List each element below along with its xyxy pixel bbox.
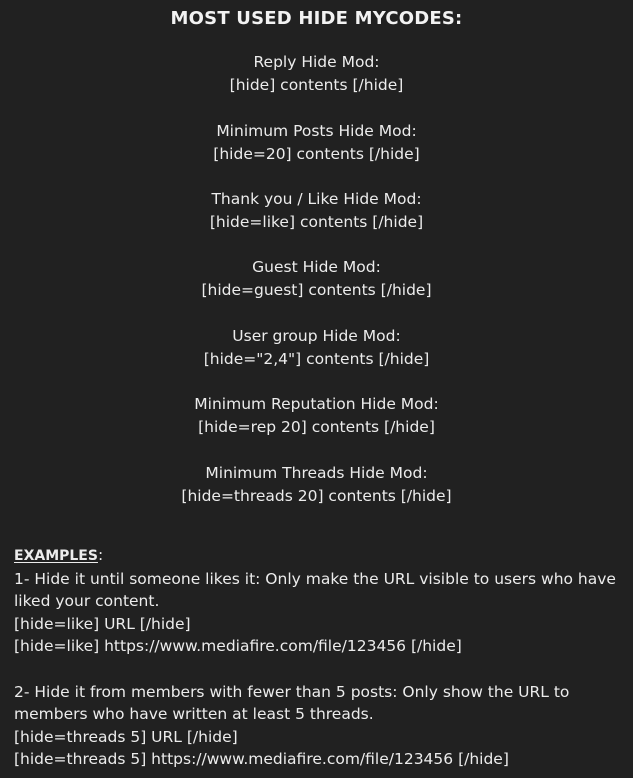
example-code-short: [hide=threads 5] URL [/hide] — [14, 727, 238, 746]
example-spacer — [14, 658, 626, 681]
mod-name: Minimum Posts Hide Mod: — [216, 122, 417, 140]
example-description: 2- Hide it from members with fewer than 5 posts: Only show the URL to members who have written at least 5 threads. — [14, 682, 570, 723]
mod-name: Minimum Threads Hide Mod: — [205, 464, 428, 482]
mod-code: [hide=like] contents [/hide] — [209, 213, 424, 231]
mod-thank-you-like — [0, 188, 633, 234]
mod-code: [hide=threads 20] contents [/hide] — [181, 487, 452, 505]
mod-code: [hide="2,4"] contents [/hide] — [203, 350, 430, 368]
example-description: 1- Hide it until someone likes it: Only make the URL visible to users who have liked your content. — [14, 569, 616, 610]
mod-code: [hide=rep 20] contents [/hide] — [198, 418, 435, 436]
example-code-short: [hide=like] URL [/hide] — [14, 614, 191, 633]
mod-minimum-posts — [0, 120, 633, 166]
examples-heading-colon: : — [97, 546, 104, 564]
mod-code: [hide=guest] contents [/hide] — [201, 281, 432, 299]
page-title: MOST USED HIDE MYCODES: — [170, 8, 463, 29]
mod-minimum-reputation — [0, 393, 633, 439]
mod-code: [hide=20] contents [/hide] — [213, 145, 420, 163]
examples-heading: EXAMPLES — [14, 548, 98, 564]
mod-name: Minimum Reputation Hide Mod: — [194, 395, 439, 413]
mod-guest — [0, 256, 633, 302]
example-code-full: [hide=threads 5] https://www.mediafire.com/file/123456 [/hide] — [14, 750, 509, 768]
examples-heading-line — [14, 544, 626, 568]
mod-reply — [0, 51, 633, 97]
mod-name: Thank you / Like Hide Mod: — [211, 190, 422, 208]
mod-name: User group Hide Mod: — [232, 327, 401, 345]
mod-name: Reply Hide Mod: — [253, 53, 380, 71]
example-code-full: [hide=like] https://www.mediafire.com/file/123456 [/hide] — [14, 637, 462, 655]
mod-code: [hide] contents [/hide] — [229, 76, 404, 94]
examples-section — [14, 544, 626, 771]
mod-user-group — [0, 325, 633, 371]
mod-minimum-threads — [0, 462, 633, 508]
mod-name: Guest Hide Mod: — [252, 258, 381, 276]
